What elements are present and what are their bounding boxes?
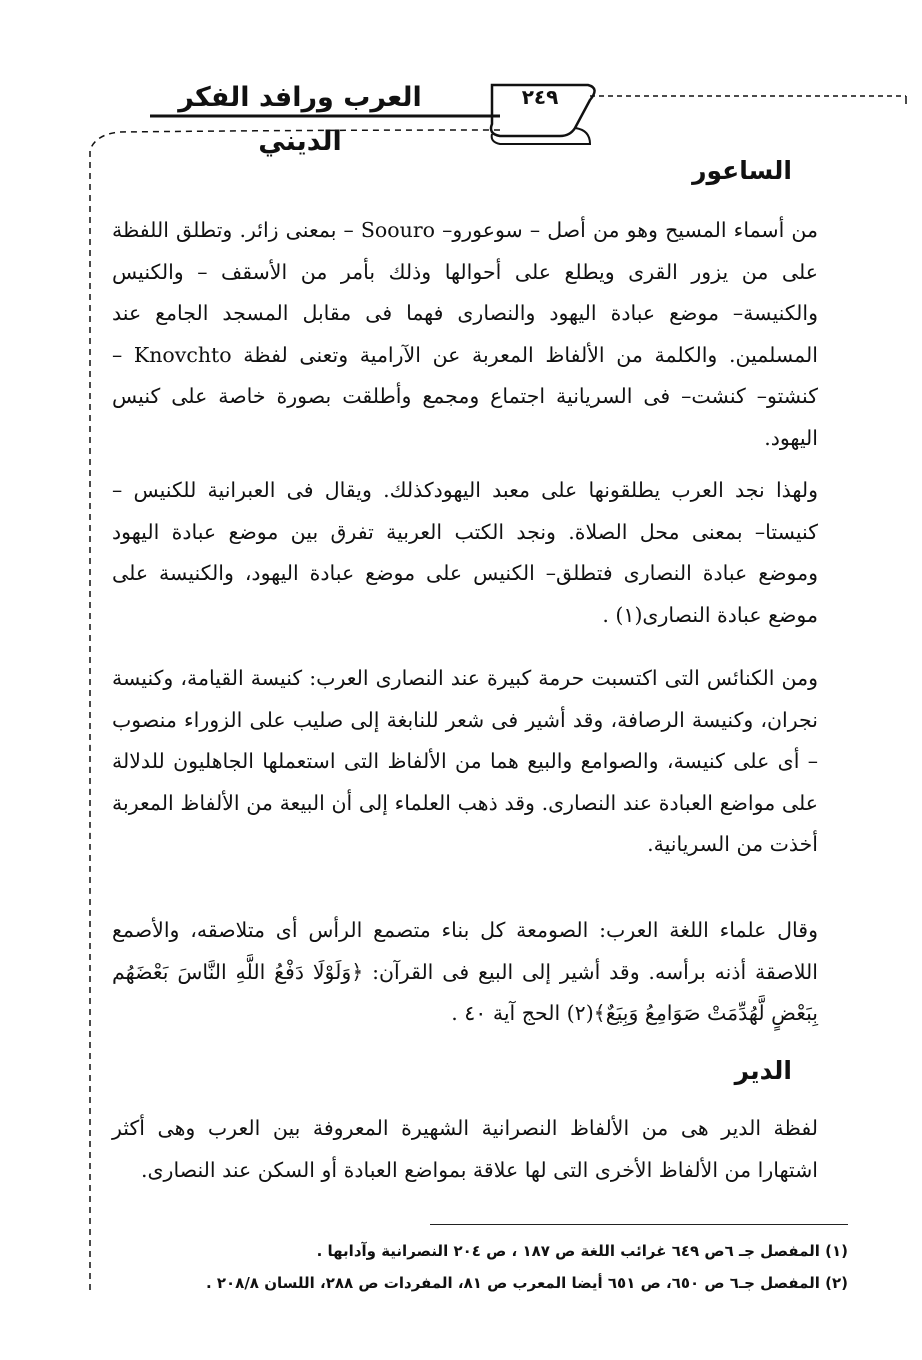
paragraph: لفظة الدير هى من الألفاظ النصرانية الشهيرة المعروفة بين العرب وهى أكثر اشتهارا من الألفاظ الأخرى التى لها علاقة بمواضع العبادة أو السكن عند النصارى. — [112, 1116, 818, 1182]
book-title: العرب ورافد الفكر الديني — [178, 82, 422, 157]
paragraph: من أسماء المسيح وهو من أصل – سوعورو– Soouro – بمعنى زائر. وتطلق اللفظة على من يزور القرى ويطلع على أحوالها وذلك بأمر من الأسقف – والكنيس والكنيسة– موضع عبادة اليهود والنصارى فهما فى مقابل المسجد الجامع عند المسلمين. والكلمة من الألفاظ المعربة عن الآرامية وتعنى لفظة Knovchto – كنشتو– كنشت– فى السريانية اجتماع ومجمع وأطلقت بصورة خاصة على كنيس اليهود. — [112, 218, 818, 450]
paragraph: وقال علماء اللغة العرب: الصومعة كل بناء متصمع الرأس أى متلاصقه، والأصمع اللاصقة أذنه برأسه. وقد أشير إلى البيع فى القرآن: ﴿وَلَوْلَا دَفْعُ اللَّهِ النَّاسَ بَعْضَهُم بِبَعْضٍ لَّهُدِّمَتْ صَوَامِعُ وَبِيَعٌ﴾(٢) الحج آية ٤٠ . — [112, 918, 818, 1025]
footnote: (٢) المفصل جـ٦ ص ٦٥٠، ص ٦٥١ أيضا المعرب ص ٨١، المفردات ص ٢٨٨، اللسان ٢٠٨/٨ . — [205, 1274, 848, 1292]
footnote: (١) المفصل جـ ٦ص ٦٤٩ غرائب اللغة ص ١٨٧ ، ص ٢٠٤ النصرانية وآدابها . — [316, 1242, 848, 1260]
section-heading-saaour: الساعور — [692, 156, 792, 185]
section-heading-deir: الدير — [734, 1056, 792, 1085]
paragraph: ولهذا نجد العرب يطلقونها على معبد اليهودكذلك. ويقال فى العبرانية للكنيس – كنيستا– بمعنى محل الصلاة. ونجد الكتب العربية تفرق بين موضع عبادة اليهود وموضع عبادة النصارى فتطلق– الكنيس على موضع عبادة اليهود، والكنيسة على موضع عبادة النصارى(١) . — [112, 478, 818, 627]
paragraph: ومن الكنائس التى اكتسبت حرمة كبيرة عند النصارى العرب: كنيسة القيامة، وكنيسة نجران، وكنيسة الرصافة، وقد أشير فى شعر للنابغة إلى صليب على الزوراء منصوب – أى على كنيسة، والصوامع والبيع هما من الألفاظ التى استعملها الجاهليون للدلالة على مواضع العبادة عند النصارى. وقد ذهب العلماء إلى أن البيعة من الألفاظ المعربة أخذت من السريانية. — [112, 666, 818, 856]
page-number: ٢٤٩ — [521, 85, 559, 109]
footnote-divider — [430, 1224, 848, 1225]
